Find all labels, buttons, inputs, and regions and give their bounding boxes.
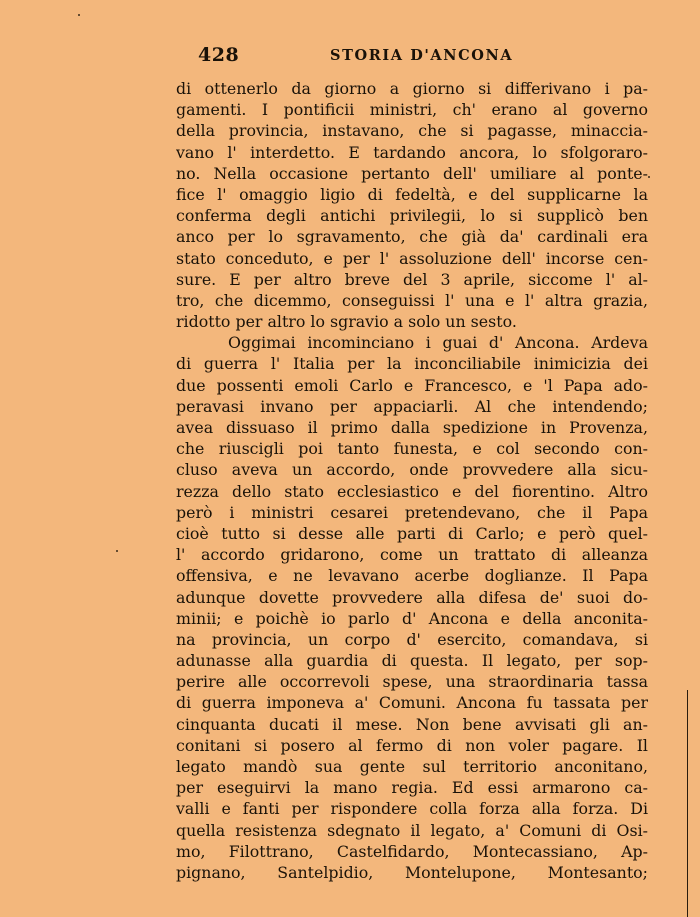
text-line: valli e fanti per rispondere colla forza alla forza. Di <box>176 799 648 819</box>
text-line: quella resistenza sdegnato il legato, a' Comuni di Osi- <box>176 820 648 840</box>
text-line: due possenti emoli Carlo e Francesco, e 'l Papa ado- <box>176 375 648 395</box>
text-line: na provincia, un corpo d' esercito, comandava, si <box>176 629 648 649</box>
text-line: legato mandò sua gente sul territorio anconitano, <box>176 757 648 776</box>
page-header <box>198 44 650 70</box>
paragraph-start-line: Oggimai incominciano i guai d' Ancona. Ardeva <box>228 333 648 353</box>
text-line: sure. E per altro breve del 3 aprile, siccome l' al- <box>176 269 648 289</box>
paper-speck <box>116 550 118 552</box>
text-line: cioè tutto si desse alle parti di Carlo; e però quel- <box>176 523 648 543</box>
text-line: anco per lo sgravamento, che già da' cardinali era <box>176 227 648 247</box>
text-line: gamenti. I pontificii ministri, ch' erano al governo <box>176 100 648 120</box>
text-line: no. Nella occasione pertanto dell' umiliare al ponte- <box>176 163 648 183</box>
text-line: cinquanta ducati il mese. Non bene avvisati gli an- <box>176 714 648 734</box>
text-line: peravasi invano per appaciarli. Al che intendendo; <box>176 396 648 416</box>
text-line: della provincia, instavano, che si pagasse, minaccia- <box>176 121 648 141</box>
text-line: minii; e poichè io parlo d' Ancona e della anconita- <box>176 608 648 628</box>
page-edge-line <box>687 690 688 917</box>
text-line: di guerra l' Italia per la inconciliabile inimicizia dei <box>176 354 648 374</box>
paper-speck <box>78 14 80 16</box>
text-line: pignano, Santelpidio, Montelupone, Montesanto; <box>176 862 648 882</box>
text-line: di ottenerlo da giorno a giorno si differivano i pa- <box>176 79 648 98</box>
text-line: fice l' omaggio ligio di fedeltà, e del supplicarne la <box>176 184 648 204</box>
text-line: di guerra imponeva a' Comuni. Ancona fu tassata per <box>176 693 648 713</box>
paragraph-end-line: ridotto per altro lo sgravio a solo un sesto. <box>176 312 517 332</box>
text-line: l' accordo gridarono, come un trattato di alleanza <box>176 545 648 565</box>
text-line: adunasse alla guardia di questa. Il legato, per sop- <box>176 651 648 671</box>
text-line: però i ministri cesarei pretendevano, che il Papa <box>176 502 648 522</box>
paper-speck <box>648 176 650 178</box>
text-line: mo, Filottrano, Castelfidardo, Montecassiano, Ap- <box>176 841 648 861</box>
text-line: vano l' interdetto. E tardando ancora, lo sfolgoraro- <box>176 142 648 162</box>
text-line: avea dissuaso il primo dalla spedizione in Provenza, <box>176 418 648 437</box>
text-line: perire alle occorrevoli spese, una straordinaria tassa <box>176 672 648 692</box>
page-number: 428 <box>198 44 240 66</box>
text-line: offensiva, e ne levavano acerbe doglianze. Il Papa <box>176 566 648 586</box>
text-line: stato conceduto, e per l' assoluzione dell' incorse cen- <box>176 248 648 268</box>
text-line: che riuscigli poi tanto funesta, e col secondo con- <box>176 439 648 459</box>
text-line: rezza dello stato ecclesiastico e del fiorentino. Altro <box>176 481 648 501</box>
text-line: tro, che dicemmo, conseguissi l' una e l' altra grazia, <box>176 290 648 310</box>
text-line: cluso aveva un accordo, onde provvedere alla sicu- <box>176 460 648 480</box>
text-line: adunque dovette provvedere alla difesa de' suoi do- <box>176 587 648 607</box>
text-line: conitani si posero al fermo di non voler pagare. Il <box>176 735 648 755</box>
body-text <box>176 78 648 883</box>
running-title: STORIA D'ANCONA <box>330 47 514 64</box>
text-line: per eseguirvi la mano regia. Ed essi armarono ca- <box>176 778 648 798</box>
text-line: conferma degli antichi privilegii, lo si supplicò ben <box>176 206 648 226</box>
